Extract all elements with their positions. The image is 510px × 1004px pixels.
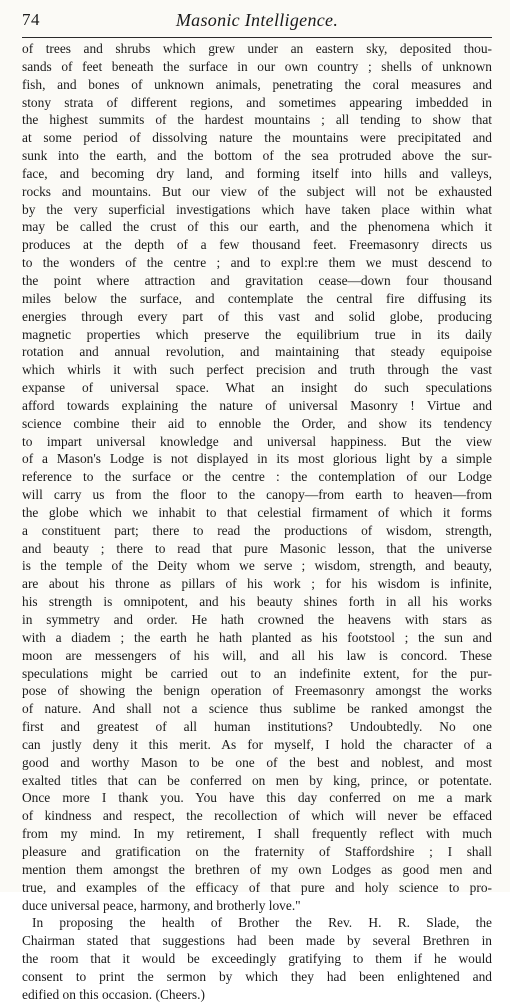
text-line: from my mind. In my retirement, I shall frequently reflect with much (22, 826, 492, 842)
text-line: magnetic properties which preserve the equilibrium true in its daily (22, 326, 492, 342)
text-line: by the very superficial investigations which have taken place within what (22, 201, 492, 217)
text-line: edified on this occasion. (Cheers.) (22, 986, 205, 1002)
text-line: pleasure and gratification on the fraternity of Staffordshire ; I shall (22, 843, 492, 859)
page-header (22, 10, 492, 36)
text-line: and beauty ; there to read that pure Masonic lesson, that the universe (22, 540, 492, 556)
body-text (22, 40, 492, 1004)
text-line: miles below the surface, and contemplate the central fire diffusing its (22, 290, 492, 306)
text-line: true, and examples of the efficacy of that pure and holy science to pro- (22, 879, 492, 895)
text-line: pose of showing the benign operation of Freemasonry amongst the works (22, 683, 492, 699)
text-line: face, and becoming dry land, and forming itself into hills and valleys, (22, 165, 492, 181)
text-line: of nature. And shall not a science thus sublime be ranked amongst the (22, 701, 492, 717)
header-rule (22, 37, 492, 38)
text-line: the point where attraction and gravitation cease—down four thousand (22, 272, 492, 288)
text-line: expanse of universal space. What an insight do such speculations (22, 380, 492, 396)
text-line: mention them amongst the brethren of my own Lodges as good men and (22, 861, 492, 877)
text-line: sands of feet beneath the surface in our own country ; shells of unknown (22, 58, 492, 74)
text-line: in symmetry and order. He hath crowned the heavens with stars as (22, 612, 492, 627)
text-line: the globe which we inhabit to that celestial firmament of which it forms (22, 504, 492, 520)
text-line: produces at the depth of a few thousand feet. Freemasonry directs us (22, 237, 492, 253)
running-head: Masonic Intelligence. (175, 10, 339, 30)
text-line: energies through every part of this vast and solid globe, producing (22, 308, 492, 324)
text-line: the highest summits of the hardest mountains ; all tending to show that (22, 112, 492, 128)
text-line: moon are messengers of his will, and all his law is concord. These (22, 647, 492, 663)
text-line: at some period of dissolving nature the mountains were precipitated and (22, 130, 492, 146)
text-line: speculations might be carried out to an indefinite extent, for the pur- (22, 665, 492, 681)
text-line: rotation and annual revolution, and maintaining that steady equipoise (22, 344, 492, 360)
text-line: Once more I thank you. You have this day conferred on me a mark (22, 790, 492, 806)
text-line: consent to print the sermon by which they had been enlightened and (22, 968, 492, 984)
text-line: to the wonders of the centre ; and to expl:re them we must descend to (22, 255, 492, 271)
text-line: is the temple of the Deity whom we serve ; wisdom, strength, and beauty, (22, 558, 492, 574)
text-line: to impart universal knowledge and universal happiness. But the view (22, 433, 492, 449)
text-line: of trees and shrubs which grew under an eastern sky, deposited thou- (22, 41, 492, 56)
text-line: his strength is omnipotent, and his beauty shines forth in all his works (22, 594, 492, 610)
text-line: fish, and bones of unknown animals, penetrating the coral measures and (22, 76, 492, 92)
text-line: of a Mason's Lodge is not displayed in its most glorious light by a simple (22, 451, 492, 467)
text-line: sunk into the earth, and the bottom of the sea protruded above the sur- (22, 148, 492, 164)
text-line: reference to the surface or the centre : the contemplation of our Lodge (22, 469, 492, 485)
text-line: Chairman stated that suggestions had been made by several Brethren in (22, 933, 492, 949)
text-line: science combine their aid to ennoble the Order, and show its tendency (22, 415, 492, 431)
text-line: a constituent part; there to read the productions of wisdom, strength, (22, 522, 492, 538)
text-line: afford towards explaining the nature of universal Masonry ! Virtue and (22, 397, 492, 413)
text-line: can justly deny it this merit. As for myself, I hold the character of a (22, 736, 492, 752)
text-line: duce universal peace, harmony, and brotherly love." (22, 897, 301, 913)
text-line: may be called the crust of this our earth, and the phenomena which it (22, 219, 492, 235)
text-line: good and worthy Mason to be one of the best and noblest, and most (22, 754, 492, 770)
text-line: rocks and mountains. But our view of the subject will not be exhausted (22, 183, 492, 199)
text-line: the room that it would be exceedingly gratifying to them if he would (22, 951, 492, 967)
text-line: stony strata of different regions, and sometimes appearing imbedded in (22, 94, 492, 110)
text-line: first and greatest of all human institutions? Undoubtedly. No one (22, 719, 492, 735)
text-line: with a diadem ; the earth he hath planted as his footstool ; the sun and (22, 629, 492, 645)
page-number: 74 (22, 10, 40, 29)
text-line: exalted titles that can be conferred on men by king, prince, or potentate. (22, 772, 492, 788)
text-line: will carry us from the floor to the canopy—from earth to heaven—from (22, 487, 492, 503)
text-line: of kindness and respect, the recollection of which will never be effaced (22, 808, 492, 824)
text-line: In proposing the health of Brother the Rev. H. R. Slade, the (32, 915, 492, 931)
text-line: which whirls it with such perfect precision and truth through the vast (22, 362, 492, 378)
text-line: are about his throne as pillars of his work ; for his wisdom is infinite, (22, 576, 492, 592)
